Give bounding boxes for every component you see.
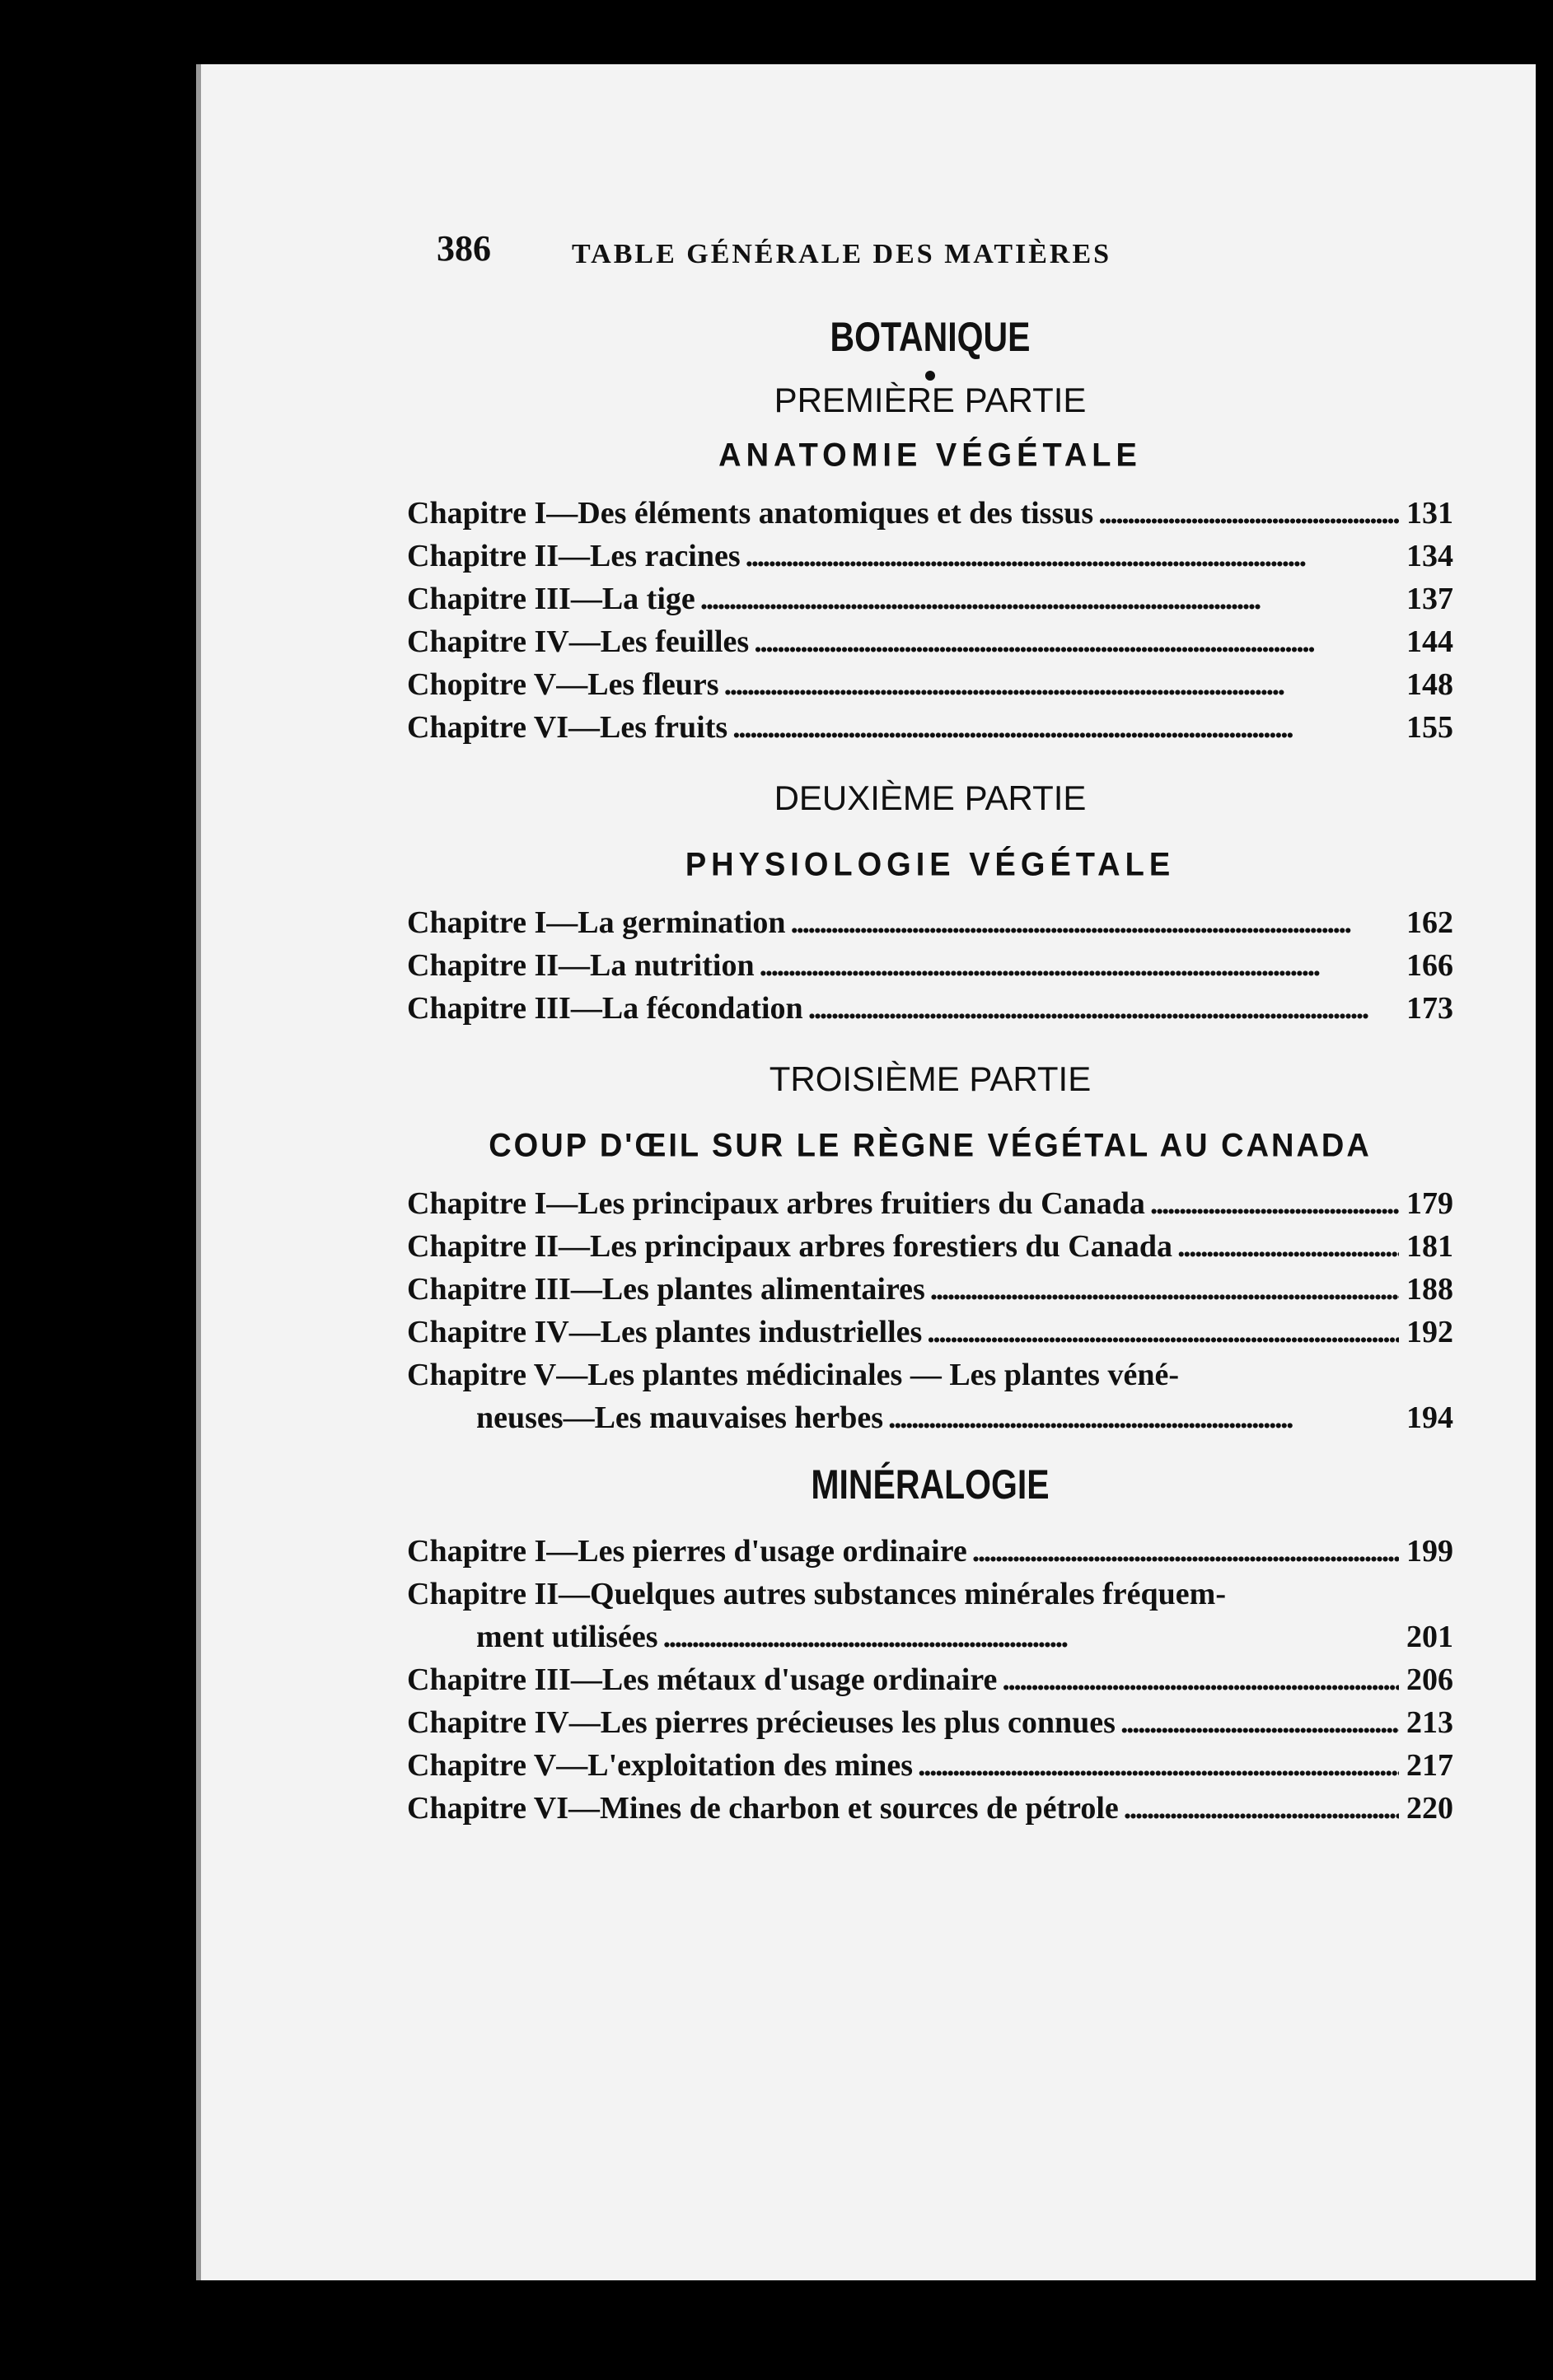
toc-entry [407, 492, 1453, 535]
toc-entry-label-line2: neuses—Les mauvaises herbes [476, 1400, 884, 1435]
toc-entry-label-line1: Chapitre II—Quelques autres substances minérales fréquem- [407, 1577, 1226, 1611]
part-subtitle-2: PHYSIOLOGIE VÉGÉTALE [685, 846, 1176, 884]
dot-leader [918, 1744, 1399, 1787]
section-title-mineralogie: MINÉRALOGIE [811, 1461, 1050, 1508]
toc-list-part1 [407, 492, 1453, 749]
toc-entry-label: Chapitre I—La germination [407, 905, 786, 940]
toc-entry-label: Chapitre III—La fécondation [407, 991, 803, 1026]
toc-entry-label: Chapitre I—Des éléments anatomiques et des tissus [407, 496, 1094, 531]
toc-entry-multiline [407, 1354, 1453, 1439]
page-number: 386 [437, 228, 491, 269]
toc-entry-label: Chapitre V—L'exploitation des mines [407, 1748, 914, 1783]
toc-entry-page: 155 [1406, 710, 1453, 745]
toc-entry-page: 148 [1406, 667, 1453, 702]
toc-entry-page: 131 [1406, 496, 1453, 531]
toc-entry-page: 144 [1406, 624, 1453, 659]
toc-entry-page: 173 [1406, 991, 1453, 1026]
toc-entry-label: Chopitre V—Les fleurs [407, 667, 719, 702]
dot-leader [754, 620, 1399, 663]
dot-leader [1002, 1658, 1399, 1701]
dot-leader [1098, 492, 1399, 535]
toc-entry-page: 201 [1406, 1620, 1453, 1654]
toc-entry-label: Chapitre VI—Mines de charbon et sources de pétrole [407, 1791, 1119, 1826]
toc-list-part2 [407, 901, 1453, 1030]
toc-entry-label: Chapitre III—Les métaux d'usage ordinaire [407, 1662, 998, 1697]
toc-entry [407, 1225, 1453, 1268]
dot-leader [1177, 1225, 1399, 1268]
toc-entry-page: 134 [1406, 539, 1453, 573]
dot-leader [930, 1268, 1399, 1311]
book-page [196, 64, 1536, 2280]
toc-entry-page: 220 [1406, 1791, 1453, 1826]
toc-entry-page: 217 [1406, 1748, 1453, 1783]
toc-entry-page: 181 [1406, 1229, 1453, 1264]
dot-leader [927, 1311, 1399, 1354]
toc-entry-page: 162 [1406, 905, 1453, 940]
dot-leader [808, 987, 1399, 1030]
toc-entry-label: Chapitre III—La tige [407, 582, 695, 616]
toc-entry-multiline [407, 1573, 1453, 1658]
part-title-3: TROISIÈME PARTIE [769, 1059, 1092, 1098]
toc-entry [407, 944, 1453, 987]
toc-entry-label: Chapitre I—Les principaux arbres fruitiers du Canada [407, 1186, 1145, 1221]
toc-entry-label: Chapitre II—Les racines [407, 539, 741, 573]
ornament-dot [925, 371, 935, 381]
toc-entry-label: Chapitre I—Les pierres d'usage ordinaire [407, 1534, 967, 1569]
section-title-botanique: BOTANIQUE [830, 314, 1031, 360]
toc-list-mineralogie [407, 1530, 1453, 1830]
toc-entry [407, 987, 1453, 1030]
toc-entry-label: Chapitre VI—Les fruits [407, 710, 728, 745]
toc-entry-page: 137 [1406, 582, 1453, 616]
dot-leader [663, 1616, 1399, 1658]
toc-entry [407, 1311, 1453, 1354]
toc-entry [407, 663, 1453, 706]
dot-leader [1150, 1182, 1399, 1225]
part-subtitle-3: COUP D'ŒIL SUR LE RÈGNE VÉGÉTAL AU CANADA [489, 1127, 1372, 1165]
dot-leader [732, 706, 1399, 749]
toc-list-part3 [407, 1182, 1453, 1439]
toc-entry [407, 901, 1453, 944]
dot-leader [724, 663, 1399, 706]
toc-entry [407, 1182, 1453, 1225]
toc-entry [407, 706, 1453, 749]
toc-entry-label: Chapitre IV—Les feuilles [407, 624, 750, 659]
part-title-2: DEUXIÈME PARTIE [774, 779, 1087, 817]
toc-entry-page: 166 [1406, 948, 1453, 983]
dot-leader [700, 577, 1399, 620]
toc-entry [407, 620, 1453, 663]
toc-entry [407, 1787, 1453, 1830]
dot-leader [791, 901, 1399, 944]
toc-entry [407, 1268, 1453, 1311]
dot-leader [972, 1530, 1399, 1573]
toc-entry-page: 179 [1406, 1186, 1453, 1221]
toc-entry [407, 1530, 1453, 1573]
dot-leader [746, 535, 1399, 577]
toc-entry-page: 213 [1406, 1705, 1453, 1740]
running-head [407, 227, 1453, 285]
toc-entry [407, 1701, 1453, 1744]
dot-leader [760, 944, 1399, 987]
toc-entry-label: Chapitre IV—Les pierres précieuses les plus connues [407, 1705, 1116, 1740]
toc-entry-page: 192 [1406, 1315, 1453, 1349]
dot-leader [1124, 1787, 1399, 1830]
toc-entry-page: 194 [1406, 1400, 1453, 1435]
toc-entry-label: Chapitre III—Les plantes alimentaires [407, 1272, 925, 1307]
toc-entry-line2 [407, 1616, 1453, 1658]
toc-entry-page: 206 [1406, 1662, 1453, 1697]
toc-entry-label: Chapitre II—La nutrition [407, 948, 755, 983]
toc-entry-label: Chapitre II—Les principaux arbres forestiers du Canada [407, 1229, 1172, 1264]
dot-leader [1120, 1701, 1399, 1744]
toc-entry [407, 1658, 1453, 1701]
toc-entry-label-line1: Chapitre V—Les plantes médicinales — Les plantes véné- [407, 1358, 1179, 1392]
toc-entry-page: 188 [1406, 1272, 1453, 1307]
part-title-1: PREMIÈRE PARTIE [774, 381, 1087, 419]
dot-leader [888, 1396, 1399, 1439]
toc-entry-line2 [407, 1396, 1453, 1439]
toc-entry-label: Chapitre IV—Les plantes industrielles [407, 1315, 923, 1349]
toc-entry [407, 535, 1453, 577]
part-subtitle-1: ANATOMIE VÉGÉTALE [718, 437, 1142, 475]
toc-entry-label-line2: ment utilisées [476, 1620, 658, 1654]
toc-entry [407, 1744, 1453, 1787]
toc-entry [407, 577, 1453, 620]
page-content [407, 227, 1453, 1830]
toc-entry-page: 199 [1406, 1534, 1453, 1569]
running-title: TABLE GÉNÉRALE DES MATIÈRES [572, 239, 1112, 269]
